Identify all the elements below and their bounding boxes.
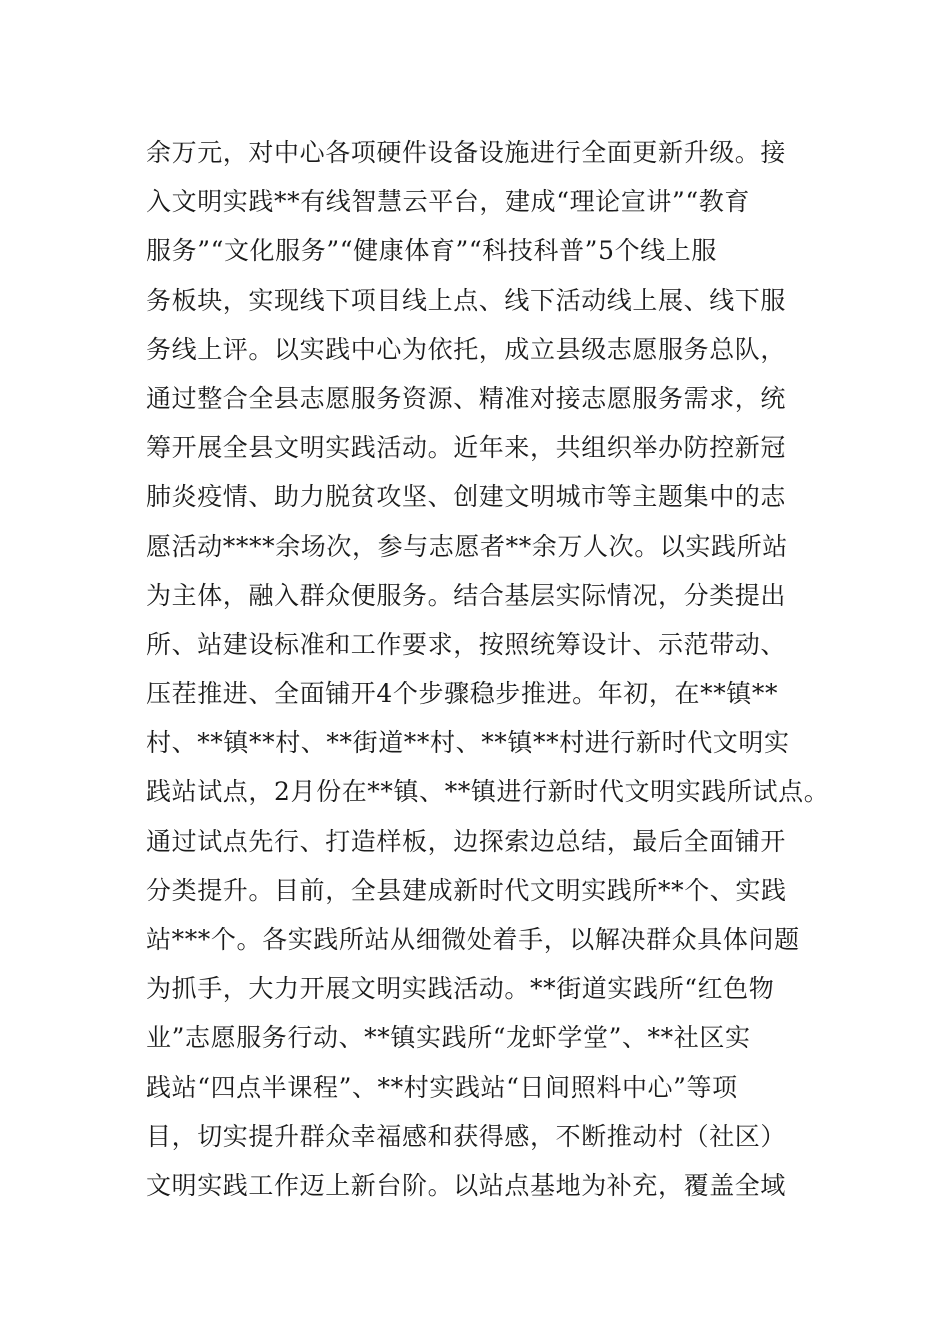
text-line: 务板块，实现线下项目线上点、线下活动线上展、线下服 (146, 285, 787, 315)
text-line: 通过整合全县志愿服务资源、精准对接志愿服务需求，统 (146, 383, 787, 413)
text-line: 愿活动****余场次，参与志愿者**余万人次。以实践所站 (146, 531, 788, 561)
text-line: 业”志愿服务行动、**镇实践所“龙虾学堂”、**社区实 (146, 1023, 751, 1053)
text-line: 文明实践工作迈上新台阶。以站点基地为补充，覆盖全域 (146, 1170, 787, 1200)
text-line: 通过试点先行、打造样板，边探索边总结，最后全面铺开 (146, 826, 787, 856)
text-line: 目，切实提升群众幸福感和获得感，不断推动村（社区） (146, 1121, 787, 1151)
text-line: 筹开展全县文明实践活动。近年来，共组织举办防控新冠 (146, 433, 787, 463)
text-line: 所、站建设标准和工作要求，按照统筹设计、示范带动、 (146, 629, 787, 659)
body-text (146, 128, 846, 1210)
text-line: 村、**镇**村、**街道**村、**镇**村进行新时代文明实 (146, 728, 790, 758)
text-line: 肺炎疫情、助力脱贫攻坚、创建文明城市等主题集中的志 (146, 482, 787, 512)
text-line: 务线上评。以实践中心为依托，成立县级志愿服务总队， (146, 334, 787, 364)
text-line: 为主体，融入群众便服务。结合基层实际情况，分类提出 (146, 580, 787, 610)
text-line: 余万元，对中心各项硬件设备设施进行全面更新升级。接 (146, 138, 787, 167)
text-line: 分类提升。目前，全县建成新时代文明实践所**个、实践 (146, 875, 787, 905)
text-line: 服务”“文化服务”“健康体育”“科技科普”5个线上服 (146, 236, 717, 266)
text-line: 践站“四点半课程”、**村实践站“日间照料中心”等项 (146, 1072, 738, 1102)
text-line: 为抓手，大力开展文明实践活动。**街道实践所“红色物 (146, 974, 775, 1004)
text-line: 压茬推进、全面铺开4个步骤稳步推进。年初，在**镇** (146, 679, 779, 709)
text-line: 践站试点，2月份在**镇、**镇进行新时代文明实践所试点。 (146, 777, 830, 807)
text-line: 站***个。各实践所站从细微处着手，以解决群众具体问题 (146, 925, 800, 954)
text-line: 入文明实践**有线智慧云平台，建成“理论宣讲”“教育 (146, 187, 750, 217)
